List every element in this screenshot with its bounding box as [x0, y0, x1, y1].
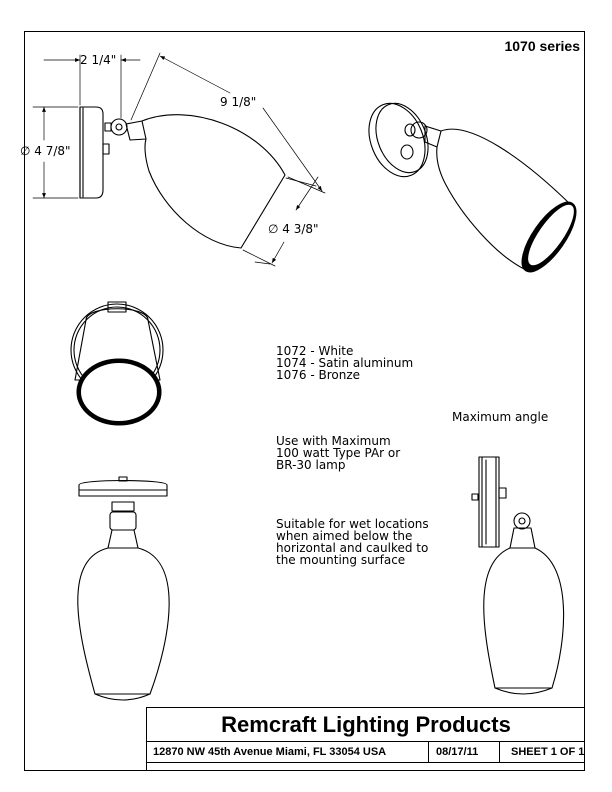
downward-view	[78, 477, 169, 700]
down-knuckle	[110, 512, 136, 530]
iso-canopy	[359, 95, 436, 185]
drawing-date: 08/17/11	[436, 746, 479, 758]
max-angle-view	[472, 457, 564, 694]
shade-diameter-label: ∅ 4 3/8"	[268, 222, 319, 236]
company-name: Remcraft Lighting Products	[147, 708, 585, 742]
isometric-view	[359, 95, 586, 280]
lamp-note-line: 100 watt Type PAr or	[276, 446, 401, 460]
depth-dimension-label: 2 1/4"	[80, 53, 117, 67]
title-block-rule	[147, 762, 585, 763]
max-knuckle	[514, 513, 530, 529]
base-diameter-label: ∅ 4 7/8"	[20, 144, 71, 158]
front-view	[71, 302, 163, 425]
wet-note-line: the mounting surface	[276, 553, 406, 567]
side-view-shade	[142, 115, 285, 248]
finish-item: 1072 - White	[276, 344, 354, 358]
max-angle-label: Maximum angle	[452, 410, 549, 424]
length-dimension-label: 9 1/8"	[220, 95, 257, 109]
wet-note-line: Suitable for wet locations	[276, 517, 429, 531]
lamp-note-line: Use with Maximum	[276, 434, 391, 448]
sheet-number: SHEET 1 OF 1	[511, 746, 585, 758]
title-block	[146, 707, 585, 771]
side-view-stem	[126, 121, 146, 140]
series-label: 1070 series	[504, 38, 580, 54]
title-block-divider	[428, 742, 429, 762]
company-address: 12870 NW 45th Avenue Miami, FL 33054 USA	[153, 746, 387, 758]
max-shade	[484, 548, 564, 688]
lamp-note	[276, 435, 400, 471]
title-block-divider	[499, 742, 500, 762]
wet-note-line: when aimed below the	[276, 529, 413, 543]
down-shade	[78, 548, 169, 694]
down-canopy	[79, 481, 167, 491]
finish-item: 1074 - Satin aluminum	[276, 356, 414, 370]
finish-item: 1076 - Bronze	[276, 368, 361, 382]
side-view-knuckle	[111, 119, 127, 135]
wet-note-line: horizontal and caulked to	[276, 541, 429, 555]
finish-options	[276, 345, 413, 381]
lamp-note-line: BR-30 lamp	[276, 458, 346, 472]
wet-location-note	[276, 518, 429, 566]
